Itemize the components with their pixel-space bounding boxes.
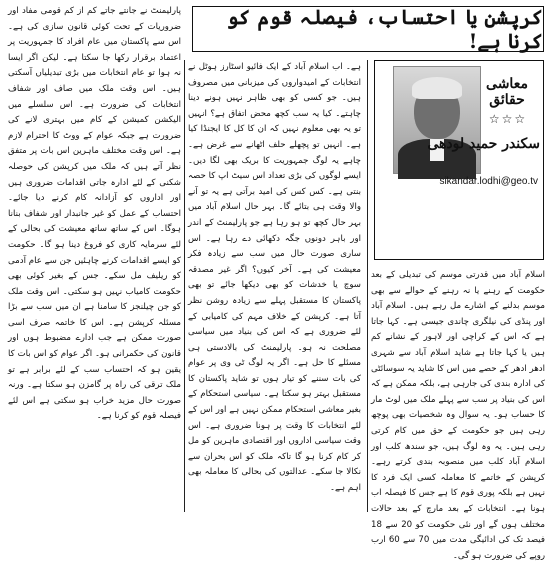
author-photo <box>393 66 481 174</box>
article-column-middle <box>188 60 361 513</box>
headline: کرپشن یا احتساب، فیصلہ قوم کو کرنا ہے! <box>192 6 544 52</box>
star-icons: ☆☆☆ <box>488 112 528 126</box>
author-email: sikandar.lodhi@geo.tv <box>439 176 538 187</box>
article-paragraph: اسلام آباد میں قدرتی موسم کی تبدیلی کے بعد حکومت کے رہنے یا نہ رہنے کے حوالے سے بھی موسم بدلنے کے اشارے مل رہے ہیں۔ اسلام آباد اور پنڈی کی نیلگری چاندی جیسی ہے۔ کہا جاتا ہے کہ اس کے کراچی اور لاہور کے نشانے کم ہیں یا کہا جاتا ہے شاید اسلام آباد سے شہری ادھر ادھر کے حصے میں اس کا شاید یہ سوسائٹی کی ادارہ بندی کی جارہی ہے، بلکہ ممکن ہے کہ اس کی بنیاد پر سب سے پہلے ملک میں لوٹ مار کا حساب ہو۔ یہ سوال وہ شخصیات بھی پوچھ رہی ہیں جو حکومت کے حق میں کام کرتی رہی ہیں۔ یہ وہ لوگ ہیں، جو سندھ کلب اور اسلام آباد کلب میں منصوبہ بندی کرتے رہے۔ کرپشن کے خاتمے کا معاملہ کسی ایک فرد کا نہیں ہے بلکہ پوری قوم کا ہے جس کا فیصلہ اب ہونا ہے۔ انتخابات کے بعد مارچ کے بعد حالات مختلف ہوں گے اور نئی حکومت کو 20 سے 18 فیصد تک کی ادائیگی مدت میں 70 سے 60 ارب روپے کی ضرورت ہو گی۔ <box>371 270 545 561</box>
photo-hair <box>412 77 462 99</box>
column-rule <box>184 60 185 512</box>
article-paragraph: پارلیمنٹ نے جانتے جاتے کم از کم قومی مفاد اور ضروریات کے تحت کوئی قانون سازی کی ہے۔ اس سے پاکستان میں عام افراد کا جمہوریت پر اعتماد برقرار رکھا جا سکتا ہے۔ لیکن اگر ایسا نہ ہوا تو عام انتخابات میں بڑی تبدیلیاں آسکتی ہیں۔ اس وقت ملک میں صاف اور شفاف انتخابات کی ضرورت ہے۔ اس سلسلے میں الیکشن کمیشن کے کام میں بہتری لانے کی ضرورت ہے جبکہ عوام کے ووٹ کا احترام لازم ہے۔ اس وقت مختلف ماہرین اس بات پر متفق نظر آتے ہیں کہ ملک میں کرپشن کی حوصلہ شکنی کے لئے ادارہ جاتی اقدامات ضروری ہیں اور اداروں کو آزادانہ کام کرنے دیا جائے۔ احتساب کے عمل کو غیر جانبدار اور شفاف بنانا ہوگا۔ اس کے ساتھ ساتھ معیشت کی بحالی کے لئے سرمایہ کاری کو فروغ دینا ہو گا۔ حکومت کو ایسے اقدامات کرنے چاہئیں جن سے عام آدمی کو ریلیف مل سکے۔ جس کے بغیر کوئی بھی حکومت کامیاب نہیں ہو سکتی۔ اس وقت ملک کو جن چیلنجز کا سامنا ہے ان میں سب سے بڑا مسئلہ کرپشن ہے۔ اس کا خاتمہ صرف اسی صورت ممکن ہے جب ادارے مضبوط ہوں اور قانون کی حکمرانی ہو۔ اگر عوام کو اس بات کا یقین ہو کہ احتساب سب کے لئے برابر ہے تو ملک ترقی کی راہ پر گامزن ہو سکتا ہے۔ ورنہ صورت حال مزید خراب ہو سکتی ہے اس لئے فیصلہ قوم کو کرنا ہے۔ <box>8 6 181 422</box>
article-column-left <box>8 4 181 513</box>
column-series-title: معاشی حقائق <box>486 76 528 108</box>
article-column-right <box>371 268 545 561</box>
article-paragraph: ہے۔ اب اسلام آباد کے ایک فائیو اسٹارز ہوٹل نے انتخابات کے امیدواروں کی میزبانی میں مصروف ہیں۔ جو کسی کو بھی ظاہر نہیں ہونے دینا چاہتے۔ کیا یہ سب کچھ محض اتفاق ہے؟ انہیں تو یہ بھی معلوم نہیں کہ ان کا کل کا ایجنڈا کیا ہے۔ انہیں تو پچھلے حلف اٹھانے سے غرض ہے۔ چاہے یہ لوگ جمہوریت کا بریک بھی لگا دیں۔ ایسے لوگوں کی بڑی تعداد اس سیٹ اپ کا حصہ بنتی ہے۔ کس کس کی امید برآتی ہے یہ تو آنے والا وقت ہی بتائے گا۔ بہر حال اسلام آباد میں بہر حال کچھ تو ہو رہا ہے جو پارلیمنٹ کے اندر اور باہر دونوں جگہ دکھائی دے رہا ہے۔ اس ساری صورت حال میں سب سے زیادہ فکر معیشت کی ہے۔ آخر کیوں؟ اگر غیر مصدقہ سوچ یا خدشات کو بھی دیکھا جائے تو بھی پاکستان کا مستقبل پہلے سے زیادہ روشن نظر آتا ہے۔ کرپشن کے خلاف مہم کی کامیابی کے لئے ضروری ہے کہ اس کی بنیاد میں سیاسی مصلحت نہ ہو۔ پارلیمنٹ کی بالادستی ہی مسئلے کا حل ہے۔ اگر یہ لوگ ٹی وی پر عوام کی بات سننے کو تیار ہوں تو شاید پاکستان کا مستقبل بہتر ہو سکتا ہے۔ سیاسی استحکام کے بغیر معاشی استحکام ممکن نہیں ہے اور اس کے لئے انتخابات کا وقت پر ہونا ضروری ہے۔ اس وقت سیاسی اداروں اور اقتصادی ماہرین کو مل کر کام کرنا ہو گا تاکہ ملک کو اس بحران سے نکالا جا سکے۔ عدالتوں کی بحالی کا معاملہ بھی اہم ہے۔ <box>188 62 361 494</box>
author-name: سکندر حمید لودھی <box>427 136 540 152</box>
column-rule <box>367 60 368 512</box>
